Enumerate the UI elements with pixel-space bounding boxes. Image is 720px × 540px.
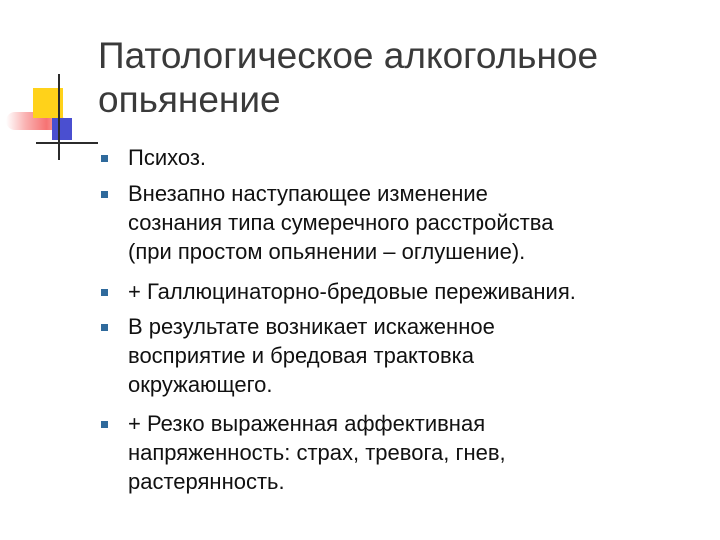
list-item	[98, 179, 713, 266]
bullet-text-line: напряженность: страх, тревога, гнев,	[128, 440, 506, 465]
bullet-text-line: восприятие и бредовая трактовка	[128, 343, 475, 368]
list-item	[98, 143, 713, 172]
bullet-text-line: сознания типа сумеречного расстройства	[128, 210, 554, 235]
bullet-text-line: (при простом опьянении – оглушение).	[128, 239, 526, 264]
bullet-text-line: Внезапно наступающее изменение	[128, 181, 488, 206]
bullet-text-line: В результате возникает искаженное	[128, 314, 495, 339]
square-bullet-icon	[101, 324, 108, 331]
slide-title	[98, 34, 698, 122]
bullet-list	[98, 143, 713, 496]
list-item	[98, 409, 713, 496]
bullet-text-line: + Резко выраженная аффективная	[128, 411, 486, 436]
emblem-vertical-line	[58, 74, 60, 160]
bullet-text-line: растерянность.	[128, 469, 285, 494]
square-bullet-icon	[101, 155, 108, 162]
bullet-text-line: окружающего.	[128, 372, 273, 397]
square-bullet-icon	[101, 421, 108, 428]
emblem-horizontal-line	[36, 142, 98, 144]
list-item	[98, 312, 713, 399]
emblem-blue-square	[52, 118, 72, 140]
slide-title-line-1: Патологическое алкогольное	[98, 35, 599, 76]
bullet-text-line: Психоз.	[128, 145, 207, 170]
square-bullet-icon	[101, 289, 108, 296]
crosshair-squares-emblem-icon	[0, 0, 100, 170]
slide-title-line-2: опьянение	[98, 79, 281, 120]
list-item	[98, 277, 713, 306]
bullet-text-line: + Галлюцинаторно-бредовые переживания.	[128, 279, 576, 304]
square-bullet-icon	[101, 191, 108, 198]
